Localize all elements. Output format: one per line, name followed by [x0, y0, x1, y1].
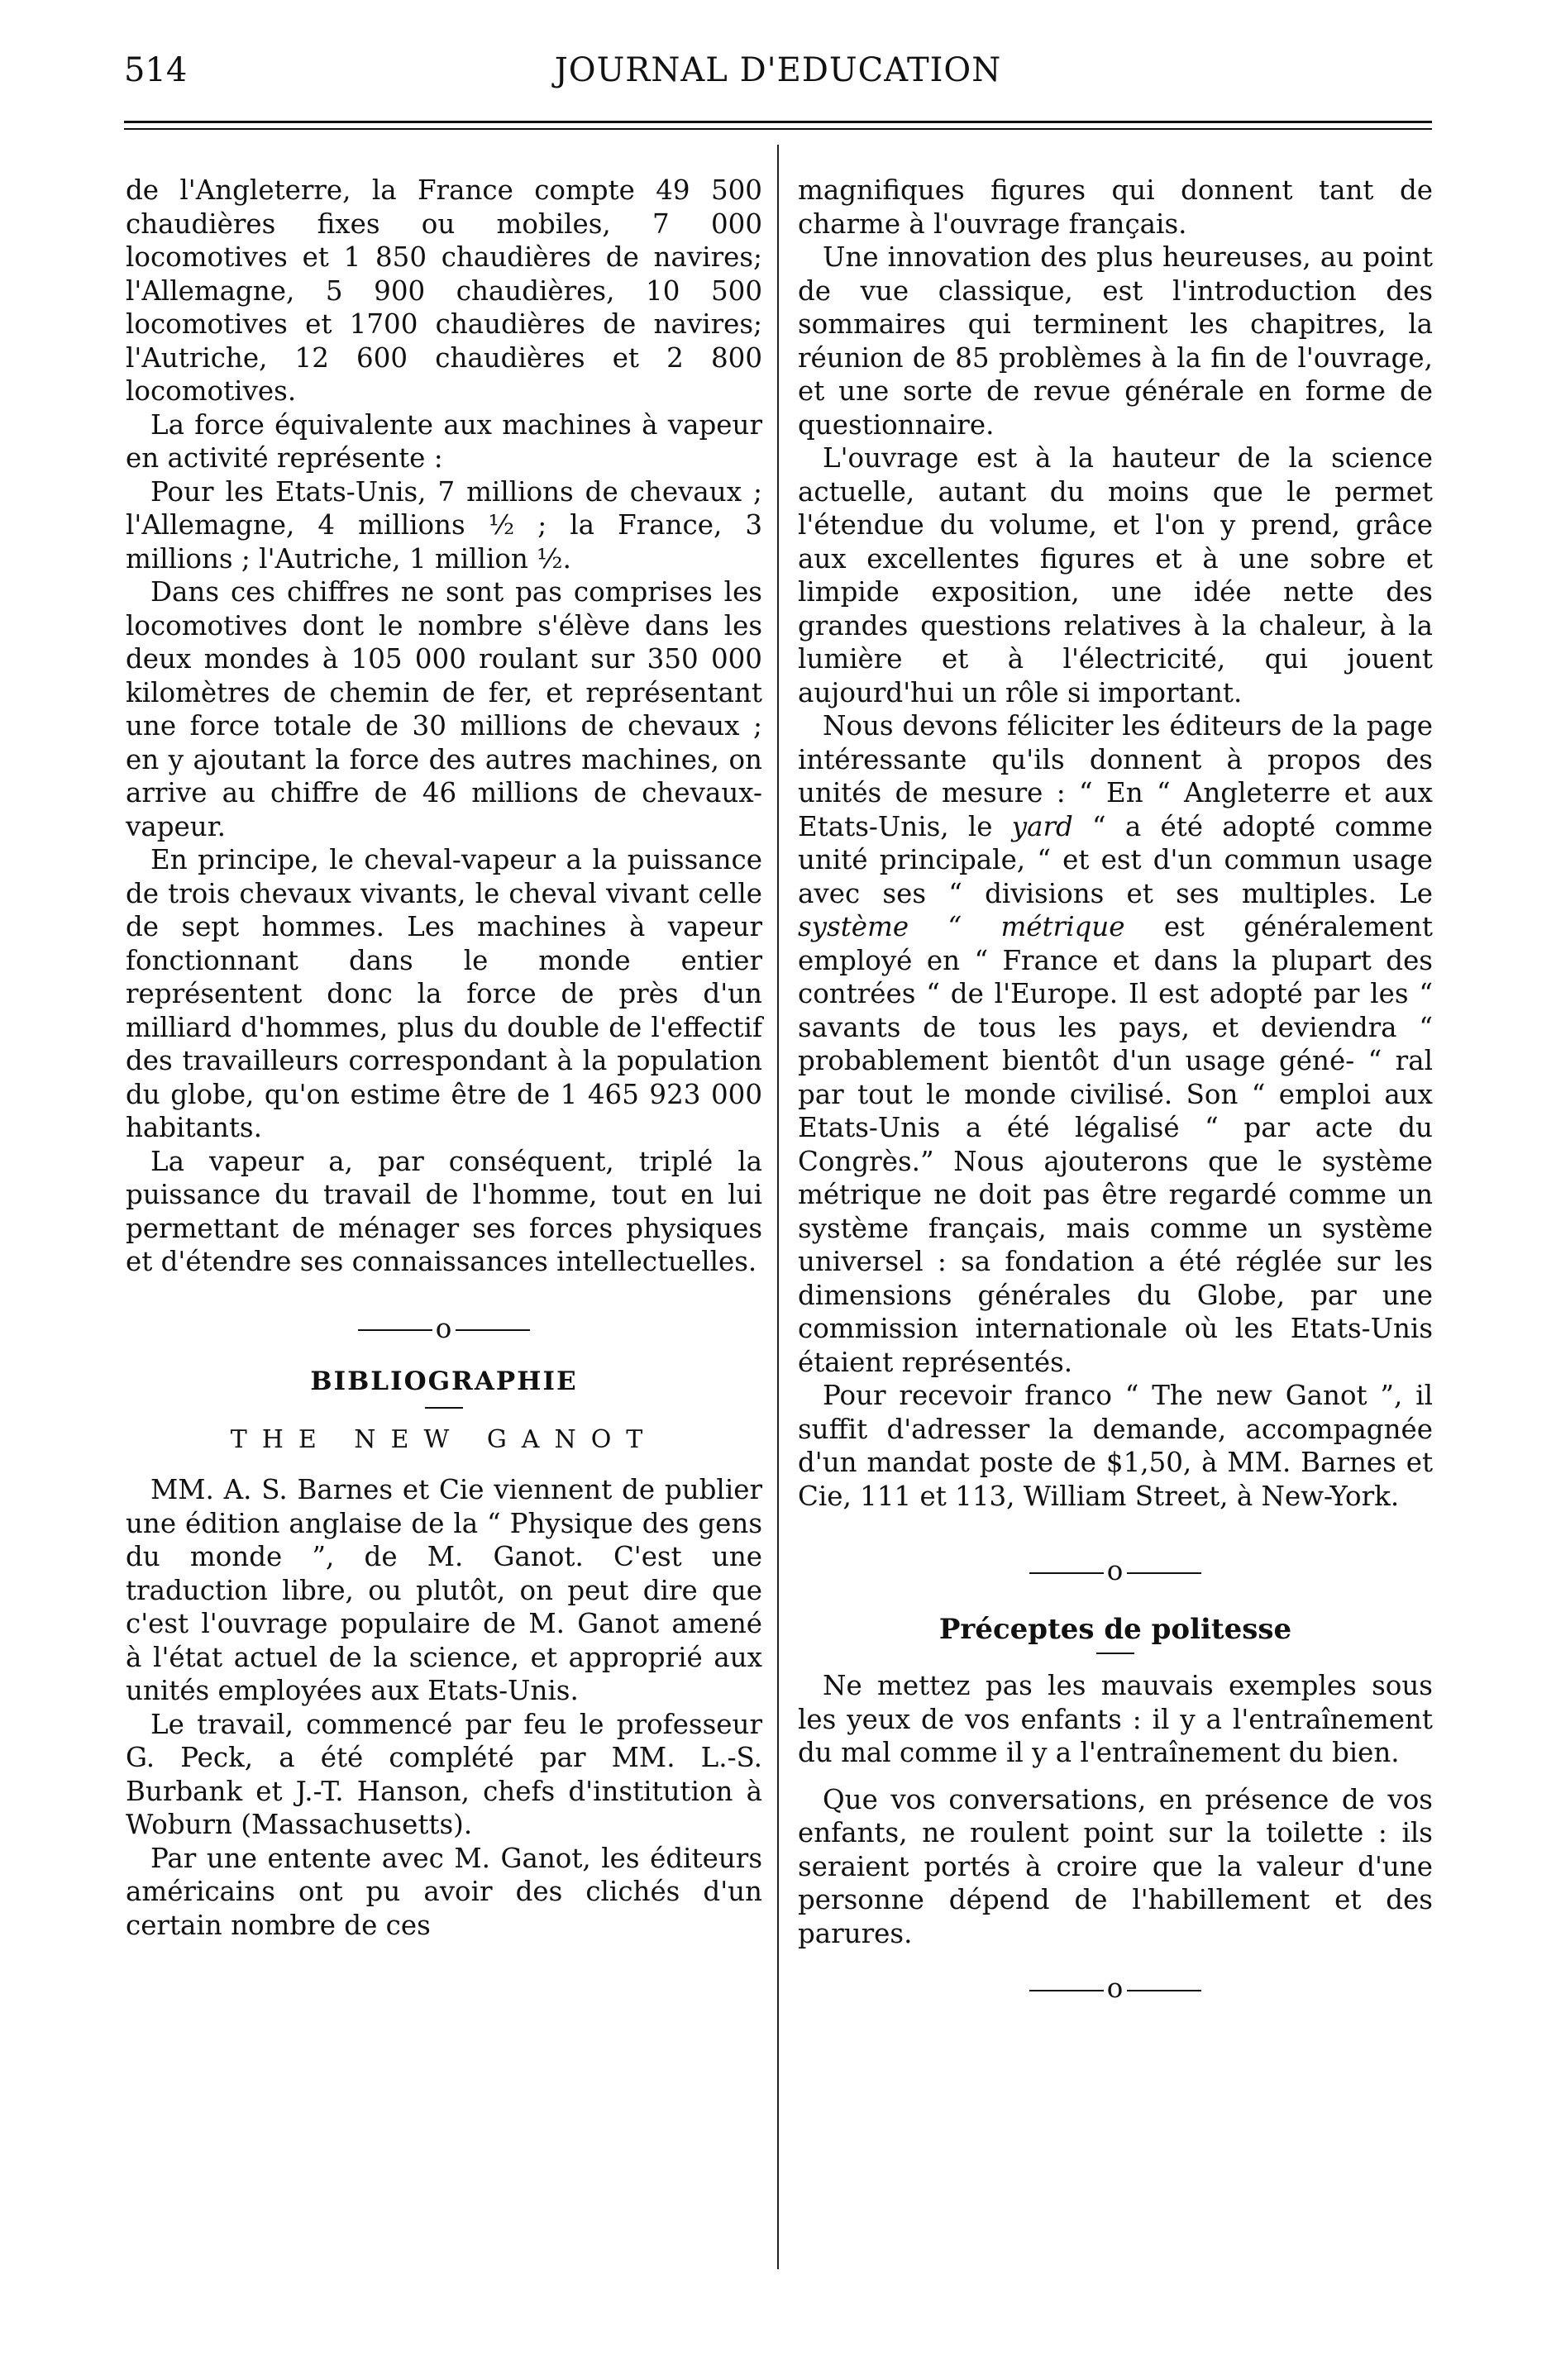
paragraph: Que vos conversations, en présence de vos enfants, ne roulent point sur la toilette : ils seraient portés à croire que la valeur d'une personne dépend de l'habillement et des parures.	[798, 1783, 1433, 1949]
header-rule	[124, 121, 1432, 130]
paragraph: L'ouvrage est à la hauteur de la science actuelle, autant du moins que le permet l'étendue du volume, et l'on y prend, grâce aux excellentes figures et à une sobre et limpide exposition, une idée nette des grandes questions relatives à la chaleur, à la lumière et à l'électricité, qui jouent aujourd'hui un rôle si important.	[798, 442, 1433, 708]
paragraph: Pour les Etats-Unis, 7 millions de chevaux ; l'Allemagne, 4 millions ½ ; la France, 3 millions ; l'Autriche, 1 million ½.	[126, 475, 762, 575]
paragraph: La vapeur a, par conséquent, triplé la puissance du travail de l'homme, tout en lui permettant de ménager ses forces physiques et d'étendre ses connaissances intellectuelles.	[126, 1145, 762, 1277]
article-subtitle: THE NEW GANOT	[230, 1424, 658, 1454]
paragraph: magnifiques figures qui donnent tant de charme à l'ouvrage français.	[798, 174, 1433, 240]
column-divider	[777, 145, 779, 2269]
paragraph: Une innovation des plus heureuses, au point de vue classique, est l'introduction des sommaires qui terminent les chapitres, la réunion de 85 problèmes à la fin de l'ouvrage, et une sorte de revue générale en forme de questionnaire.	[798, 241, 1433, 441]
term-yard: yard	[1011, 810, 1073, 842]
paragraph: Ne mettez pas les mauvais exemples sous les yeux de vos enfants : il y a l'entraînement du mal comme il y a l'entraînement du bien.	[798, 1670, 1433, 1768]
section-title-preceptes: Préceptes de politesse	[938, 1612, 1292, 1646]
section-separator	[798, 1972, 1433, 2006]
text-run: Nous devons féliciter les éditeurs de la page intéressante qu'ils donnent à propos des unités de mesure : “ En “ Angleterre et aux Etats-Unis, le	[798, 710, 1433, 842]
paragraph: Le travail, commencé par feu le professeur G. Peck, a été complété par MM. L.-S. Burbank et J.-T. Hanson, chefs d'institution à Woburn (Massachusetts).	[126, 1708, 762, 1840]
paragraph: La force équivalente aux machines à vapeur en activité représente :	[126, 408, 762, 474]
title-rule	[425, 1407, 463, 1409]
left-column	[126, 174, 762, 1942]
text-run: “ a été adopté comme unité principale, “ et est d'un commun usage avec ses “ divisions et ses multiples. Le	[798, 810, 1433, 909]
title-rule	[1096, 1653, 1134, 1654]
section-title-bibliographie: BIBLIOGRAPHIE	[310, 1366, 578, 1396]
paragraph: En principe, le cheval-vapeur a la puissance de trois chevaux vivants, le cheval vivant celle de sept hommes. Les machines à vapeur fonctionnant dans le monde entier représentent donc la force de près d'un milliard d'hommes, plus du double de l'effectif des travailleurs correspondant à la population du globe, qu'on estime être de 1 465 923 000 habitants.	[126, 844, 762, 1143]
term-systeme-metrique: système “ métrique	[798, 911, 1125, 942]
paragraph: Par une entente avec M. Ganot, les éditeurs américains ont pu avoir des clichés d'un certain nombre de ces	[126, 1842, 762, 1941]
page-header	[124, 51, 1432, 101]
running-title: JOURNAL D'EDUCATION	[554, 51, 1002, 89]
paragraph: de l'Angleterre, la France compte 49 500 chaudières fixes ou mobiles, 7 000 locomotives et 1 850 chaudières de navires; l'Allemagne, 5 900 chaudières, 10 500 locomotives et 1700 chaudières de navires; l'Autriche, 12 600 chaudières et 2 800 locomotives.	[126, 174, 762, 407]
right-column	[798, 174, 1433, 2025]
section-separator	[798, 1554, 1433, 1588]
separator-mark: o	[1106, 1555, 1124, 1586]
separator-mark: o	[435, 1312, 453, 1344]
separator-mark: o	[1106, 1972, 1124, 2004]
page-number: 514	[124, 51, 188, 89]
paragraph: Pour recevoir franco “ The new Ganot ”, il suffit d'adresser la demande, accompagnée d'un mandat poste de $1,50, à MM. Barnes et Cie, 111 et 113, William Street, à New-York.	[798, 1380, 1433, 1512]
text-run: est généralement employé en “ France et dans la plupart des contrées “ de l'Europe. Il est adopté par les “ savants de tous les pays, et deviendra “ probablement bientôt d'un usage géné- “ ral par tout le monde civilisé. Son “ emploi aux Etats-Unis a été légalisé “ par acte du Congrès.” Nous ajouterons que le système métrique ne doit pas être regardé comme un système français, mais comme un système universel : sa fondation a été réglée sur les dimensions générales du Globe, par une commission internationale où les Etats-Unis étaient représentés.	[798, 911, 1433, 1378]
paragraph: Dans ces chiffres ne sont pas comprises les locomotives dont le nombre s'élève dans les deux mondes à 105 000 roulant sur 350 000 kilomètres de chemin de fer, et représentant une force totale de 30 millions de chevaux ; en y ajoutant la force des autres machines, on arrive au chiffre de 46 millions de chevaux-vapeur.	[126, 576, 762, 842]
paragraph: MM. A. S. Barnes et Cie viennent de publier une édition anglaise de la “ Physique des gens du monde ”, de M. Ganot. C'est une traduction libre, ou plutôt, on peut dire que c'est l'ouvrage populaire de M. Ganot amené à l'état actuel de la science, et approprié aux unités employées aux Etats-Unis.	[126, 1474, 762, 1706]
paragraph-units	[798, 709, 1433, 1379]
section-separator	[126, 1312, 762, 1346]
